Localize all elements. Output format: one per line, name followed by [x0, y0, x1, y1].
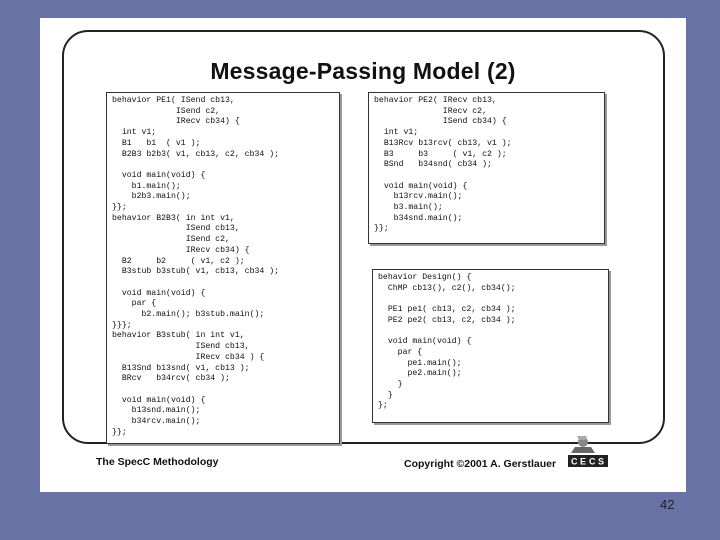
footer-methodology: The SpecC Methodology	[96, 456, 219, 468]
code-block-pe1-b2b3: behavior PE1( ISend cb13, ISend c2, IRecv cb34) { int v1; B1 b1 ( v1 ); B2B3 b2b3( v1, cb13, c2, cb34 ); void main(void) { b1.main(); b2b3.main(); }}; behavior B2B3( in int v1, ISend cb13, ISend c2, IRecv cb34) { B2 b2 ( v1, c2 ); B3stub b3stub( v1, cb13, cb34 ); void main(void) { par { b2.main(); b3stub.main(); }}}; behavior B3stub( in int v1, ISend cb13, IRecv cb34 ) { B13Snd b13snd( v1, cb13 ); BRcv b34rcv( cb34 ); void main(void) { b13snd.main(); b34rcv.main(); }};	[106, 92, 340, 444]
page-number: 42	[660, 497, 675, 512]
slide-title: Message-Passing Model (2)	[210, 58, 516, 84]
slide-sheet	[40, 18, 686, 492]
svg-text:S: S	[598, 456, 605, 467]
svg-text:E: E	[580, 456, 587, 467]
svg-text:C: C	[589, 456, 596, 467]
code-block-design: behavior Design() { ChMP cb13(), c2(), cb34(); PE1 pe1( cb13, c2, cb34 ); PE2 pe2( cb13, c2, cb34 ); void main(void) { par { pe1.main(); pe2.main(); } } };	[372, 269, 609, 423]
svg-text:C: C	[571, 456, 578, 467]
cecs-logo	[565, 433, 611, 469]
footer-copyright: Copyright ©2001 A. Gerstlauer	[404, 458, 557, 470]
code-block-pe2: behavior PE2( IRecv cb13, IRecv c2, ISend cb34) { int v1; B13Rcv b13rcv( cb13, v1 ); B3 b3 ( v1, c2 ); BSnd b34snd( cb34 ); void main(void) { b13rcv.main(); b3.main(); b34snd.main(); }};	[368, 92, 605, 244]
